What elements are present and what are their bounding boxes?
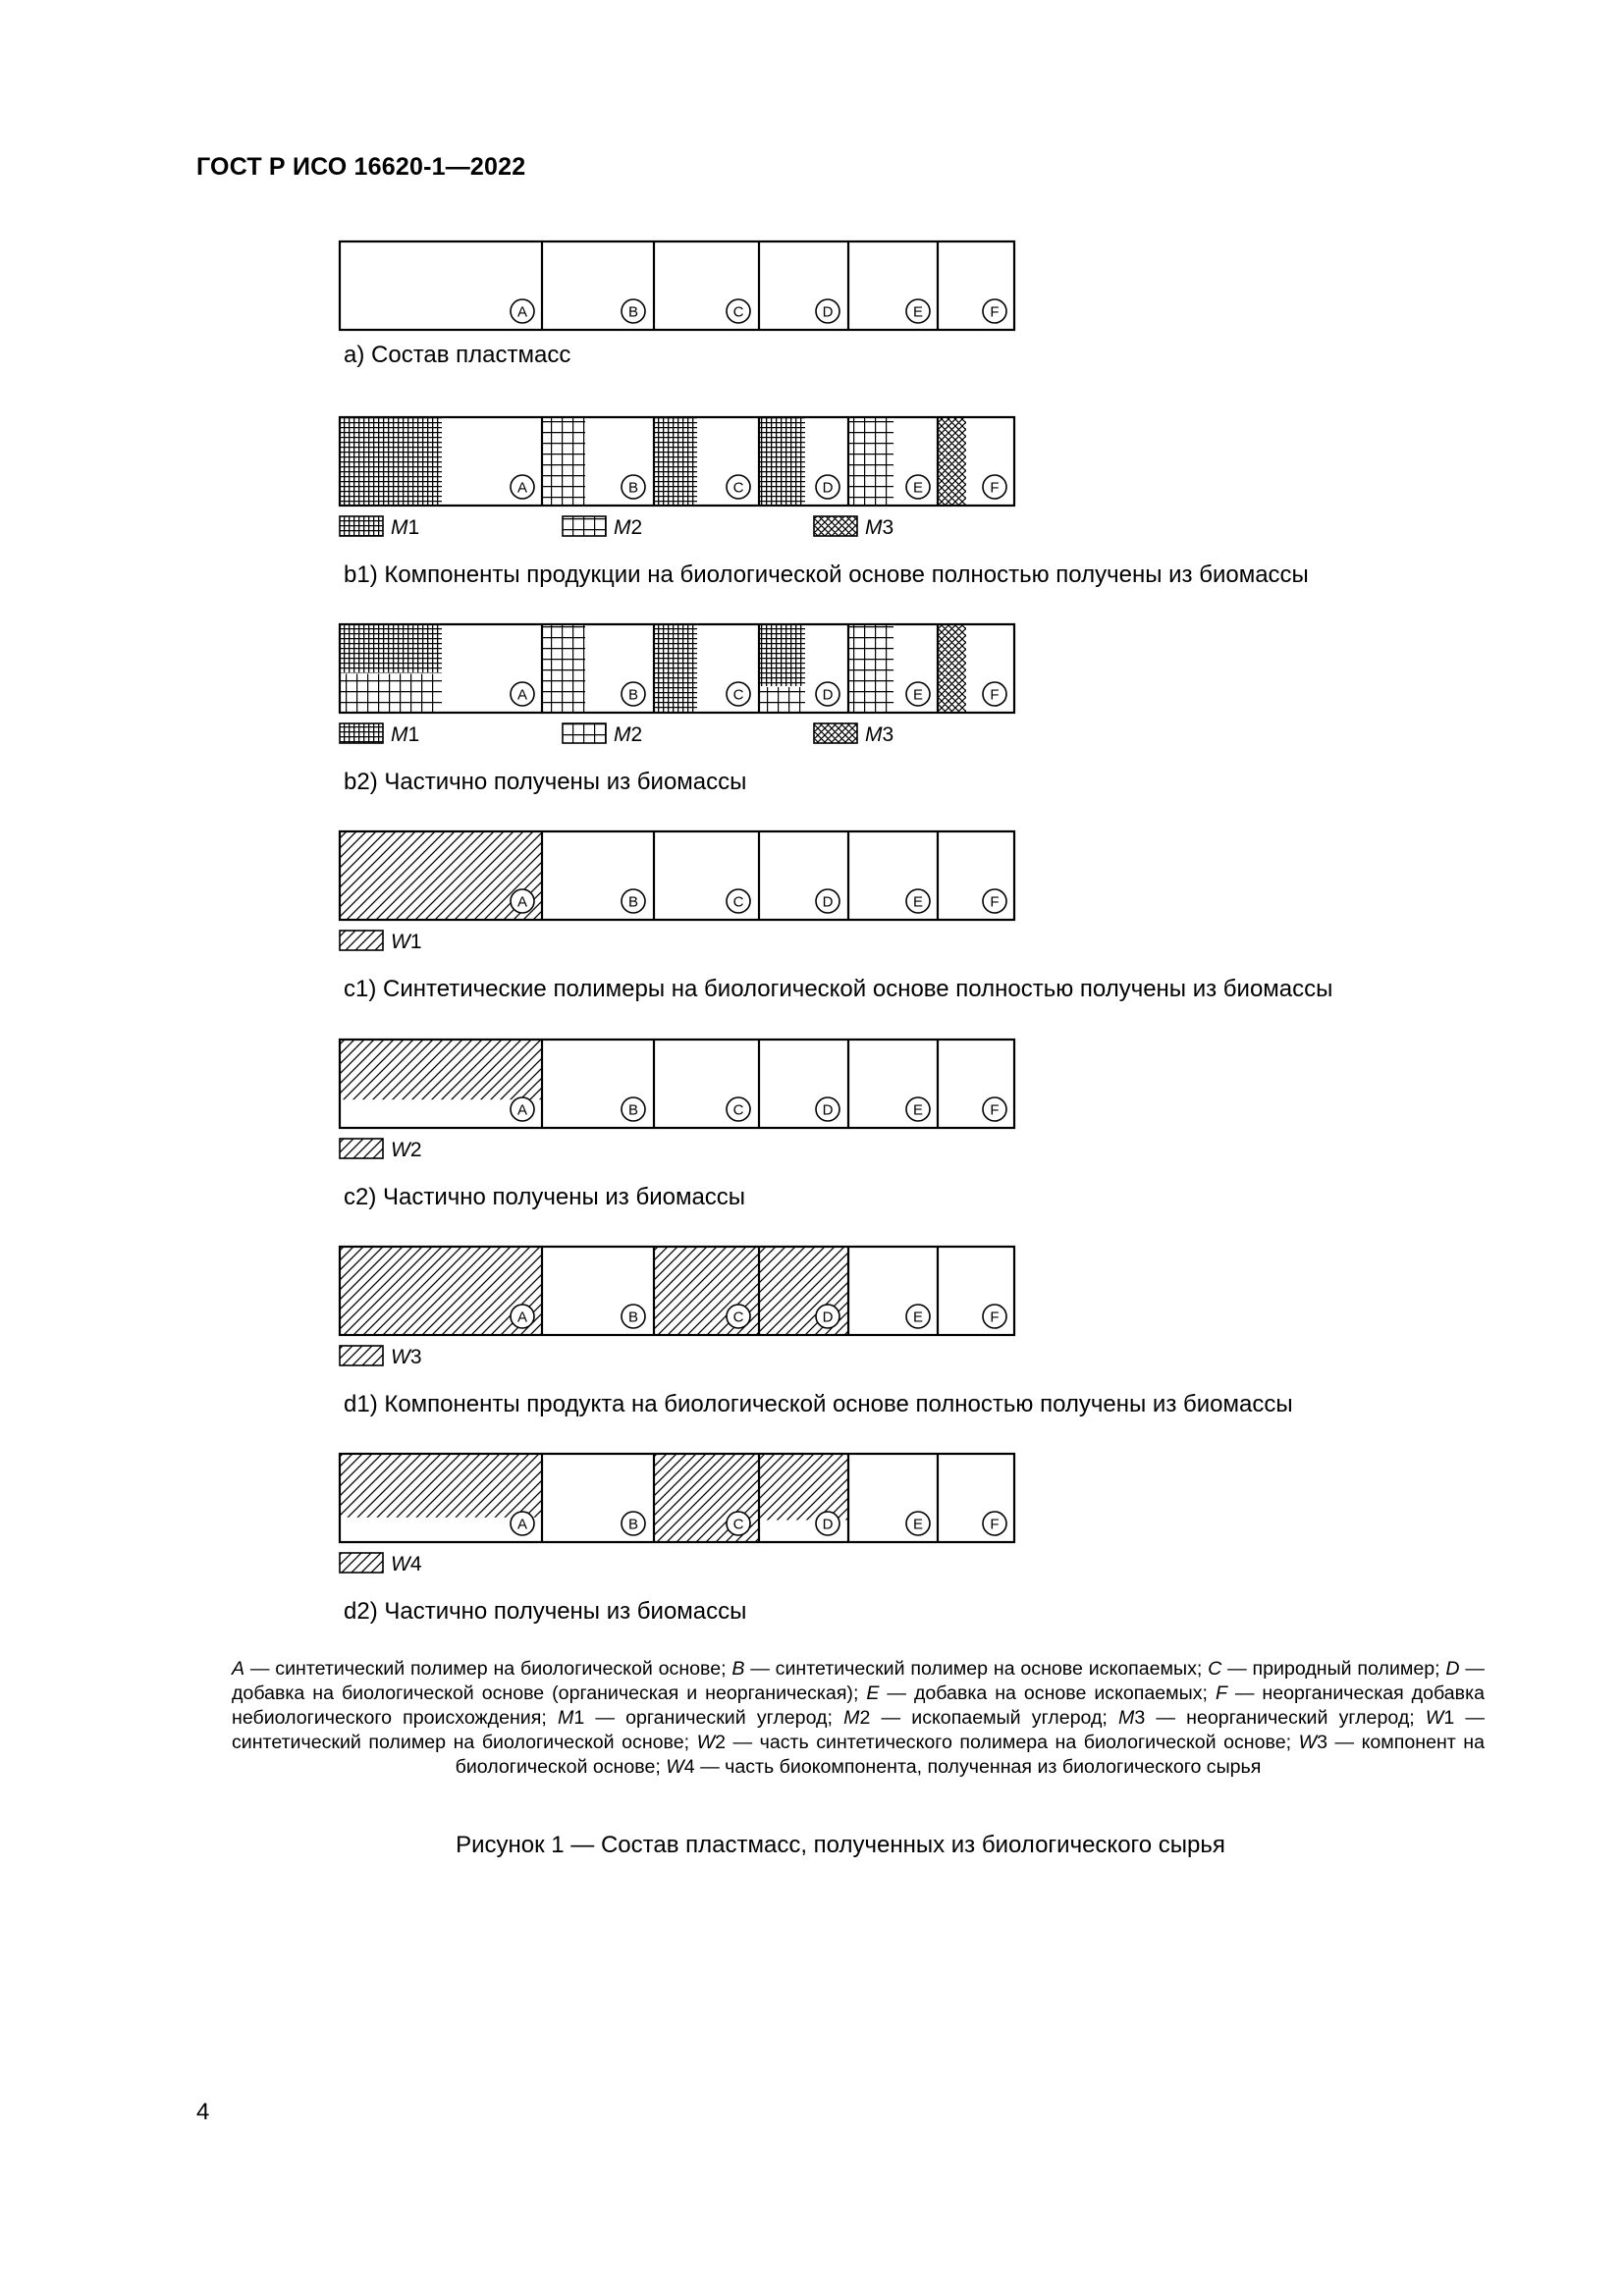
svg-text:B: B: [627, 1308, 639, 1326]
cell-label-c: [727, 682, 750, 706]
svg-text:A: A: [516, 893, 528, 911]
svg-text:D: D: [822, 479, 834, 497]
legend-w2: [340, 1139, 422, 1161]
svg-text:A: A: [516, 686, 528, 704]
svg-text:B: B: [627, 479, 639, 497]
panel-caption: b2) Частично получены из биомассы: [344, 769, 747, 795]
svg-text:A: A: [516, 479, 528, 497]
svg-text:B: B: [627, 1516, 639, 1533]
svg-text:D: D: [822, 686, 834, 704]
svg-text:E: E: [912, 1516, 924, 1533]
figure-caption: Рисунок 1 — Состав пластмасс, полученных из биологического сырья: [456, 1832, 1225, 1858]
panel-caption: d2) Частично получены из биомассы: [344, 1598, 747, 1625]
cell-label-f: [983, 299, 1006, 323]
legend-w1: [340, 931, 422, 953]
panel-a: [340, 241, 1014, 368]
svg-text:E: E: [912, 686, 924, 704]
cell-label-f: [983, 1097, 1006, 1121]
page-number: 4: [196, 2099, 210, 2125]
panel-c1: [340, 831, 1332, 1002]
svg-text:W4: W4: [391, 1553, 422, 1575]
panel-caption: d1) Компоненты продукта на биологической основе полностью получены из биомассы: [344, 1391, 1293, 1417]
panel-caption: c2) Частично получены из биомассы: [344, 1184, 746, 1210]
component-fill: [939, 418, 966, 506]
svg-text:F: F: [990, 893, 1000, 911]
component-fill: [341, 1455, 542, 1518]
svg-text:B: B: [627, 303, 639, 321]
svg-text:C: C: [732, 1101, 744, 1119]
cell-label-f: [983, 475, 1006, 499]
cell-label-c: [727, 1097, 750, 1121]
svg-text:E: E: [912, 893, 924, 911]
cell-label-a: [511, 299, 534, 323]
cell-label-c: [727, 1512, 750, 1535]
svg-text:F: F: [990, 686, 1000, 704]
svg-text:W1: W1: [391, 931, 422, 953]
cell-label-d: [816, 1512, 839, 1535]
cell-label-e: [906, 1305, 930, 1328]
svg-text:F: F: [990, 303, 1000, 321]
component-fill: [341, 418, 442, 506]
cell-label-a: [511, 1097, 534, 1121]
svg-text:B: B: [627, 686, 639, 704]
legend-m1: [340, 516, 419, 539]
svg-text:A: A: [516, 1308, 528, 1326]
svg-text:M1: M1: [391, 723, 420, 746]
cell-label-c: [727, 889, 750, 913]
cell-label-a: [511, 1305, 534, 1328]
cell-label-c: [727, 475, 750, 499]
svg-text:W2: W2: [391, 1139, 422, 1161]
cell-label-b: [622, 299, 645, 323]
svg-text:C: C: [732, 479, 744, 497]
legend-w4: [340, 1553, 422, 1575]
legend-m3: [814, 516, 893, 539]
svg-text:A: A: [516, 303, 528, 321]
component-fill: [760, 687, 805, 713]
cell-label-e: [906, 475, 930, 499]
cell-label-a: [511, 889, 534, 913]
cell-label-a: [511, 475, 534, 499]
cell-label-f: [983, 682, 1006, 706]
svg-text:F: F: [990, 479, 1000, 497]
component-fill: [543, 418, 585, 506]
cell-label-b: [622, 889, 645, 913]
legend-m2: [563, 723, 642, 746]
svg-text:W3: W3: [391, 1346, 422, 1368]
component-fill: [543, 625, 585, 713]
component-fill: [341, 674, 442, 714]
component-fill: [341, 625, 442, 673]
svg-text:A: A: [516, 1101, 528, 1119]
cell-label-a: [511, 1512, 534, 1535]
cell-label-f: [983, 1305, 1006, 1328]
cell-label-e: [906, 889, 930, 913]
cell-label-d: [816, 889, 839, 913]
svg-text:E: E: [912, 1101, 924, 1119]
panel-caption: c1) Синтетические полимеры на биологической основе полностью получены из биомассы: [344, 976, 1333, 1002]
svg-text:E: E: [912, 1308, 924, 1326]
legend-w3: [340, 1346, 422, 1368]
cell-label-e: [906, 299, 930, 323]
component-fill: [849, 625, 893, 713]
cell-label-e: [906, 1097, 930, 1121]
panel-d2: [340, 1454, 1014, 1625]
document-header: ГОСТ Р ИСО 16620-1—2022: [196, 153, 526, 181]
svg-text:M2: M2: [614, 516, 643, 539]
svg-text:A: A: [516, 1516, 528, 1533]
cell-label-e: [906, 682, 930, 706]
cell-label-a: [511, 682, 534, 706]
figure-legend-note: A — синтетический полимер на биологической основе; B — синтетический полимер на основе ископаемых; C — природный полимер; D — добавка на биологической основе (органическая и неорганическая); E — добавка на основе ископаемых; F — неорганическая добавка небиологического происхождения; M1 — органический углерод; M2 — ископаемый углерод; M3 — неорганический углерод; W1 — синтетический полимер на биологической основе; W2 — часть синтетического полимера на биологической основе; W3 — компонент на биологической основе; W4 — часть биокомпонента, полученная из биологического сырья: [232, 1658, 1486, 1778]
svg-text:C: C: [732, 893, 744, 911]
svg-text:M3: M3: [865, 516, 894, 539]
svg-text:C: C: [732, 1308, 744, 1326]
svg-text:B: B: [627, 1101, 639, 1119]
svg-text:D: D: [822, 1516, 834, 1533]
panel-caption: a) Состав пластмасс: [344, 342, 571, 368]
cell-label-f: [983, 1512, 1006, 1535]
panel-b1: [340, 417, 1309, 588]
svg-text:C: C: [732, 303, 744, 321]
legend-m3: [814, 723, 893, 746]
svg-text:M2: M2: [614, 723, 643, 746]
component-fill: [849, 418, 893, 506]
legend-m2: [563, 516, 642, 539]
cell-label-b: [622, 1097, 645, 1121]
svg-text:D: D: [822, 893, 834, 911]
svg-text:M3: M3: [865, 723, 894, 746]
panel-d1: [340, 1247, 1293, 1417]
component-fill: [760, 1455, 848, 1521]
cell-label-b: [622, 475, 645, 499]
svg-text:E: E: [912, 303, 924, 321]
svg-text:D: D: [822, 1101, 834, 1119]
cell-label-b: [622, 682, 645, 706]
cell-label-d: [816, 299, 839, 323]
panel-b2: [340, 624, 1014, 795]
svg-text:F: F: [990, 1308, 1000, 1326]
svg-text:D: D: [822, 1308, 834, 1326]
svg-text:C: C: [732, 1516, 744, 1533]
cell-label-f: [983, 889, 1006, 913]
component-fill: [655, 418, 697, 506]
panel-caption: b1) Компоненты продукции на биологической основе полностью получены из биомассы: [344, 561, 1309, 588]
svg-text:E: E: [912, 479, 924, 497]
svg-text:M1: M1: [391, 516, 420, 539]
component-fill: [341, 1041, 542, 1099]
svg-text:F: F: [990, 1101, 1000, 1119]
svg-text:D: D: [822, 303, 834, 321]
svg-text:B: B: [627, 893, 639, 911]
cell-label-b: [622, 1305, 645, 1328]
cell-label-d: [816, 1305, 839, 1328]
cell-label-c: [727, 299, 750, 323]
component-fill: [760, 625, 805, 686]
component-fill: [939, 625, 966, 713]
cell-label-d: [816, 1097, 839, 1121]
component-fill: [655, 625, 697, 713]
cell-label-e: [906, 1512, 930, 1535]
component-fill: [760, 418, 805, 506]
legend-m1: [340, 723, 419, 746]
cell-label-c: [727, 1305, 750, 1328]
cell-label-d: [816, 682, 839, 706]
svg-text:F: F: [990, 1516, 1000, 1533]
panel-c2: [340, 1040, 1014, 1210]
svg-text:C: C: [732, 686, 744, 704]
cell-label-b: [622, 1512, 645, 1535]
cell-label-d: [816, 475, 839, 499]
